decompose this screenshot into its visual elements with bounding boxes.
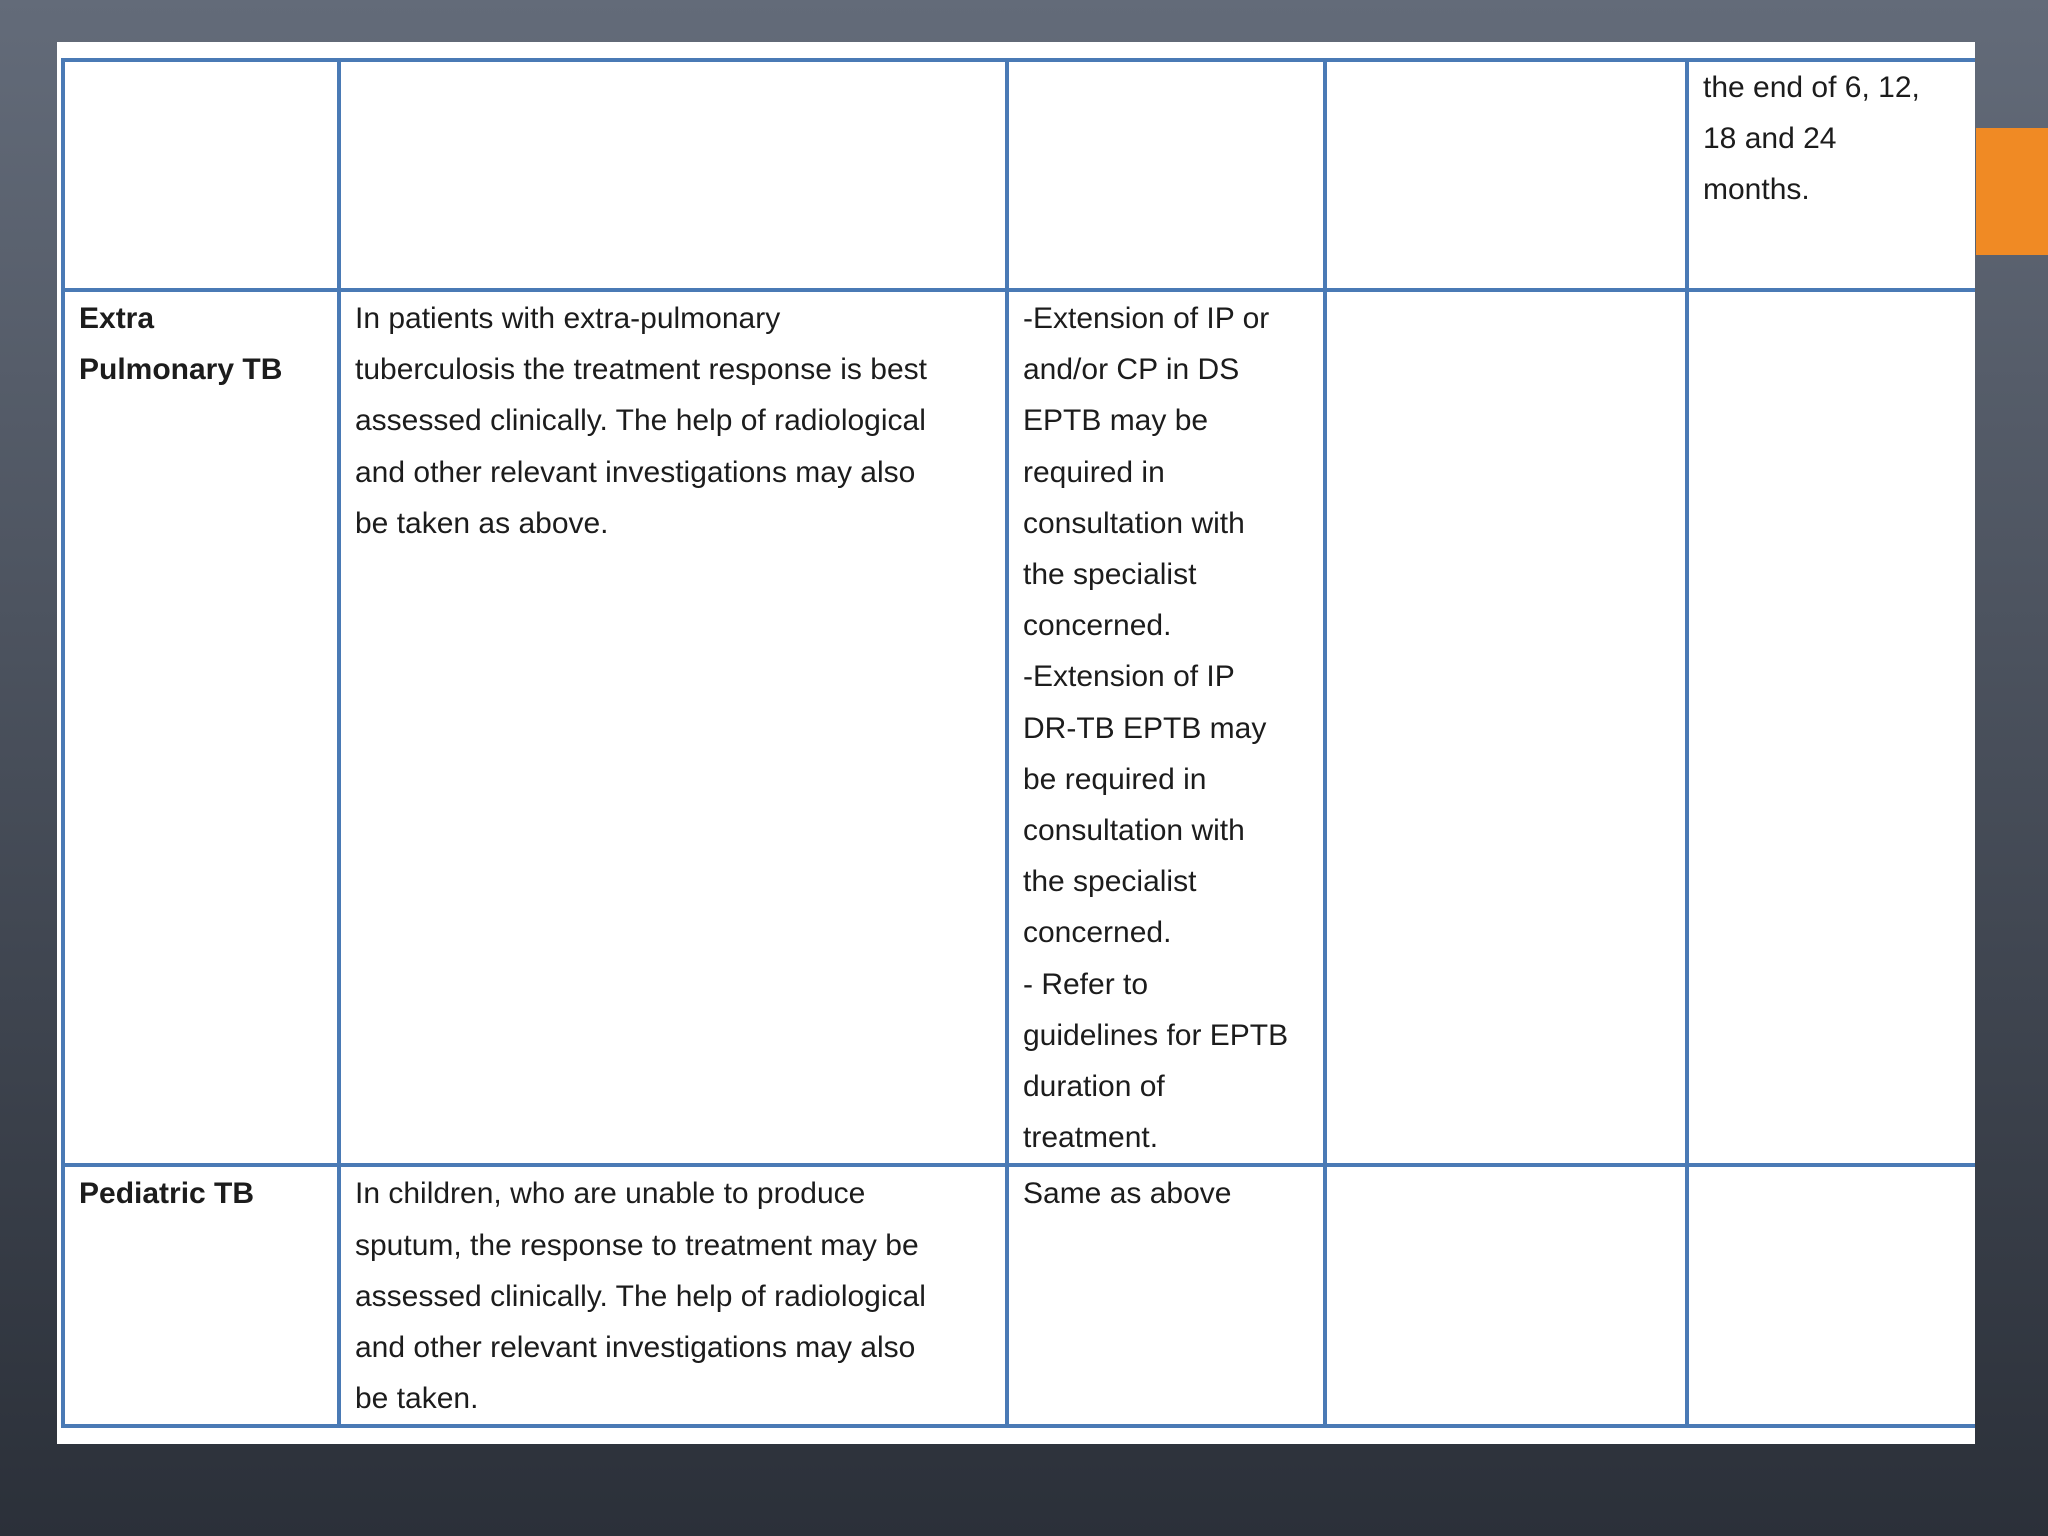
tb-monitoring-table [61,58,1975,1428]
follow-up-cell [1687,60,1975,290]
assessment-text: In patients with extra-pulmonary tuberculosis the treatment response is best assessed clinically. The help of radiological and other relevant investigations may also be taken as above. [355,302,927,540]
extension-cell [1007,60,1325,290]
table-row-continued [63,60,1975,290]
follow-up-text: the end of 6, 12, 18 and 24 months. [1703,71,1920,207]
table-row-extra-pulmonary-tb [63,290,1975,1165]
slide-panel [57,42,1975,1444]
row-label-cell [63,60,339,290]
table-row-pediatric-tb [63,1165,1975,1426]
extension-text: -Extension of IP or and/or CP in DS EPTB may be required in consultation with the specialist concerned. -Extension of IP DR-TB EPTB may be required in consultation with the specialist concerned. - Refer to guidelines for EPTB duration of treatment. [1023,302,1289,1155]
empty-cell [1687,1165,1975,1426]
row-label-cell [63,1165,339,1426]
empty-cell [1325,60,1687,290]
empty-cell [1687,290,1975,1165]
row-label: Extra Pulmonary TB [79,302,283,387]
extension-cell [1007,1165,1325,1426]
empty-cell [1325,290,1687,1165]
assessment-cell [339,290,1007,1165]
empty-cell [1325,1165,1687,1426]
row-label: Pediatric TB [79,1177,255,1211]
extension-text: Same as above [1023,1177,1232,1211]
assessment-text: In children, who are unable to produce sputum, the response to treatment may be assessed clinically. The help of radiological and other relevant investigations may also be taken. [355,1177,926,1416]
assessment-cell [339,1165,1007,1426]
assessment-cell [339,60,1007,290]
extension-cell [1007,290,1325,1165]
row-label-cell [63,290,339,1165]
orange-accent-bar [1976,128,2048,255]
